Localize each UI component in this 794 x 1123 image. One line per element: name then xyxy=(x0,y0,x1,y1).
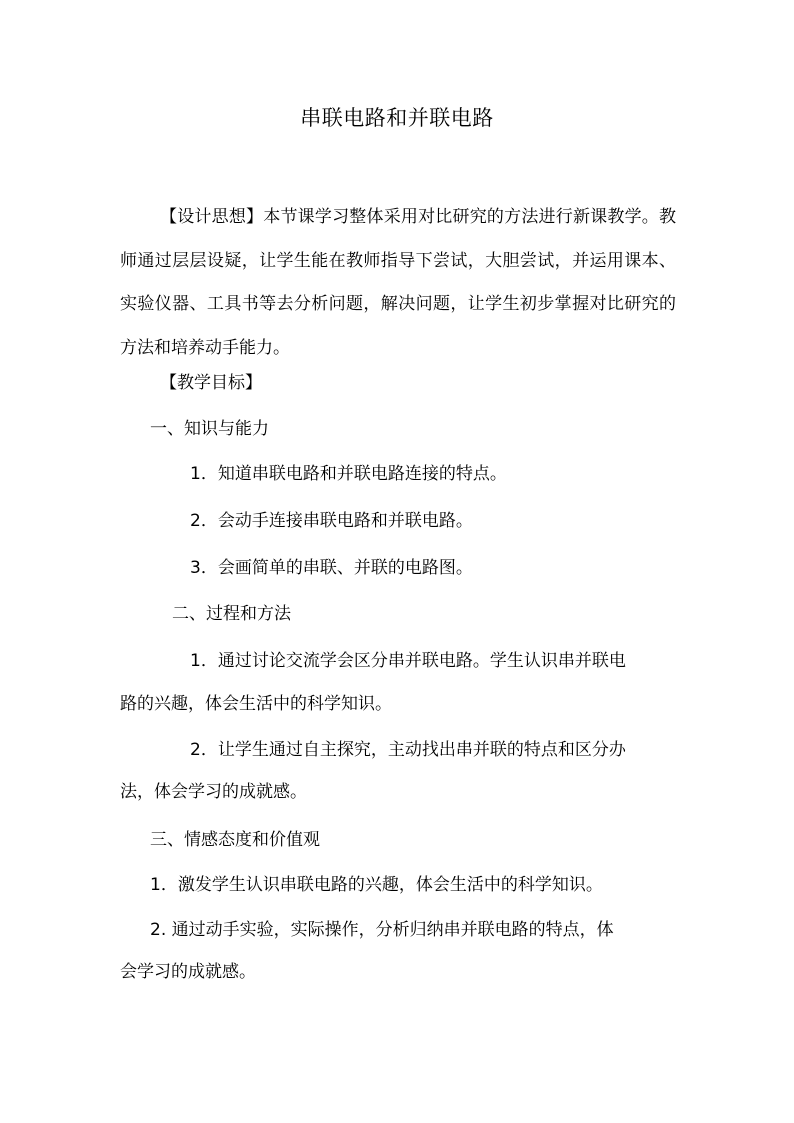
section2-item-1-line-2: 路的兴趣，体会生活中的科学知识。 xyxy=(120,694,392,714)
section1-item-3: 3．会画简单的串联、并联的电路图。 xyxy=(190,558,473,578)
page-title: 串联电路和并联电路 xyxy=(300,106,494,130)
design-idea-paragraph: 【设计思想】本节课学习整体采用对比研究的方法进行新课教学。教师通过层层设疑，让学生能在教师指导下尝试，大胆尝试，并运用课本、实验仪器、工具书等去分析问题，解决问题，让学生初步掌握对比研究的方法和培养动手能力。 xyxy=(120,207,676,358)
section1-item-2: 2．会动手连接串联电路和并联电路。 xyxy=(190,511,473,531)
section2-heading: 二、过程和方法 xyxy=(172,604,291,624)
section3-item-2-line-2: 会学习的成就感。 xyxy=(120,962,256,982)
section1-heading: 一、知识与能力 xyxy=(150,419,269,439)
section2-item-1-line-1: 1．通过讨论交流学会区分串并联电路。学生认识串并联电 xyxy=(190,651,626,671)
section3-item-1: 1．激发学生认识串联电路的兴趣，体会生活中的科学知识。 xyxy=(150,875,603,895)
section3-item-2-line-1: 2. 通过动手实验，实际操作，分析归纳串并联电路的特点，体 xyxy=(150,920,614,940)
section3-heading: 三、情感态度和价值观 xyxy=(150,830,320,850)
section2-item-2-line-2: 法，体会学习的成就感。 xyxy=(120,782,307,802)
objectives-heading: 【教学目标】 xyxy=(160,373,262,393)
section2-item-2-line-1: 2．让学生通过自主探究，主动找出串并联的特点和区分办 xyxy=(190,740,626,760)
section1-item-1: 1．知道串联电路和并联电路连接的特点。 xyxy=(190,464,507,484)
